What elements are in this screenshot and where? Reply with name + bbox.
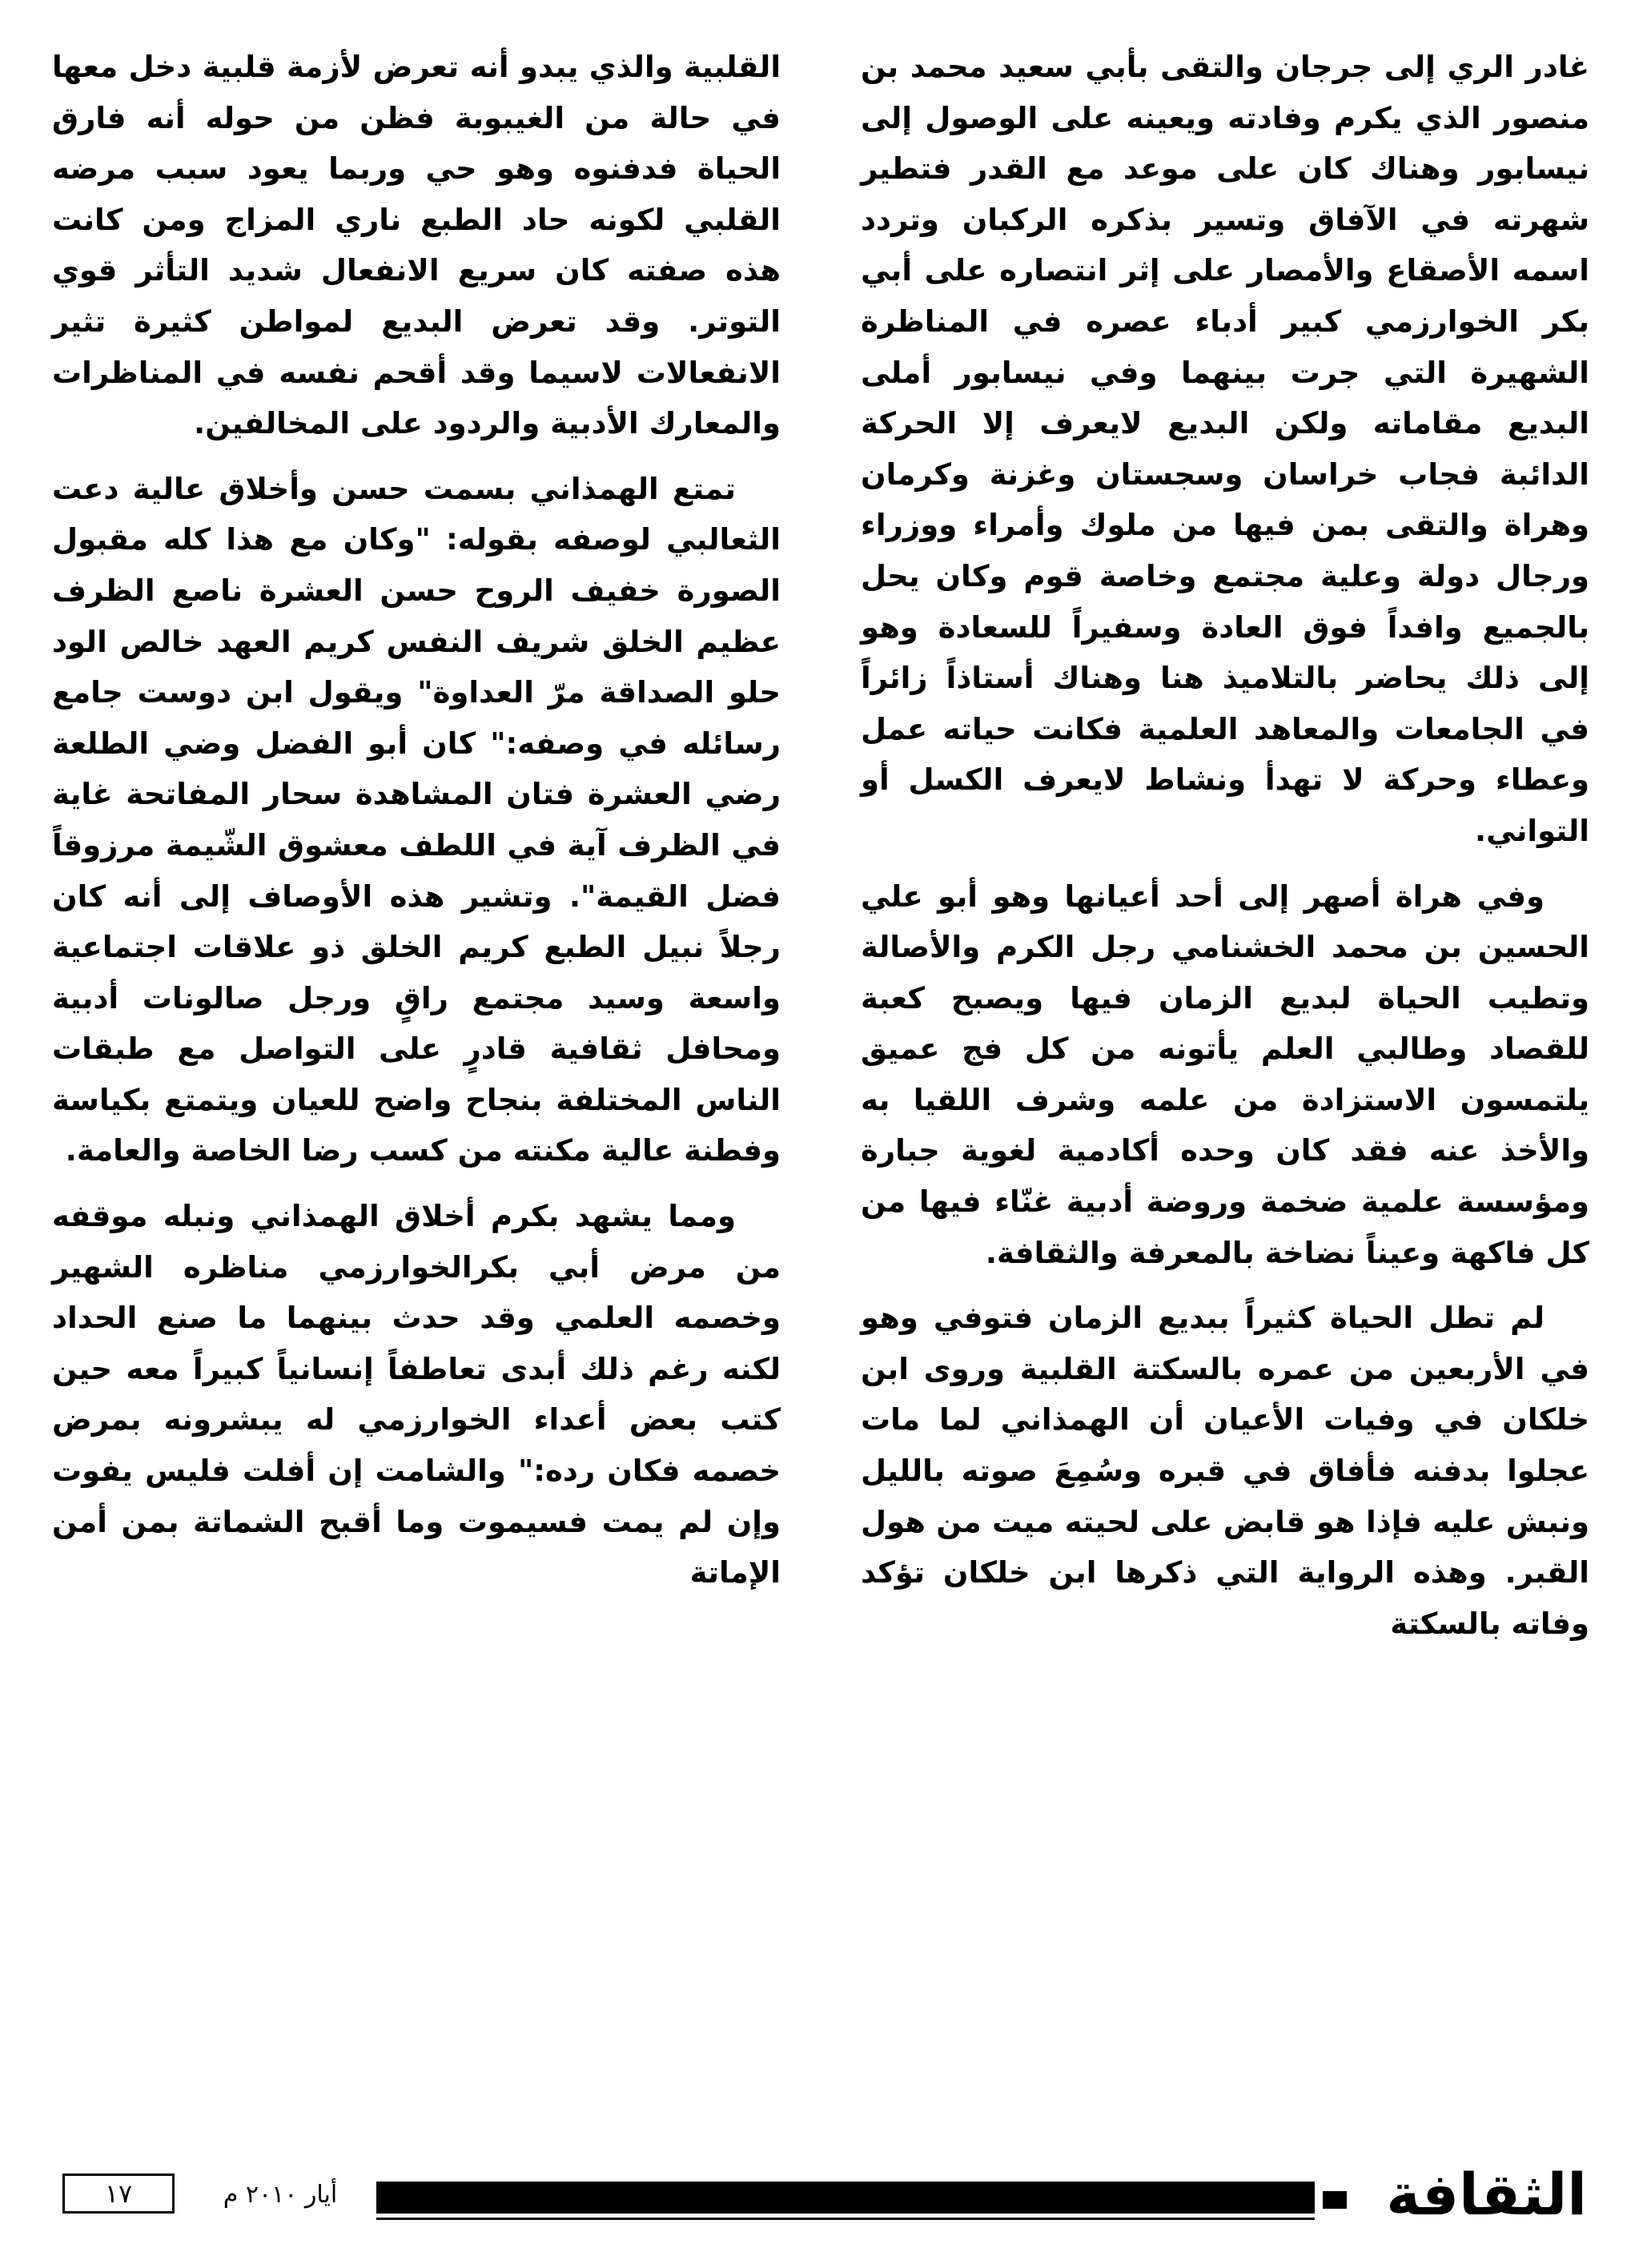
right-text-column — [861, 42, 1589, 2124]
paragraph: القلبية والذي يبدو أنه تعرض لأزمة قلبية دخل معها في حالة من الغيبوبة فظن من حوله أنه فارق الحياة فدفنوه وهو حي وربما يعود سبب مرضه القلبي لكونه حاد الطبع ناري المزاج ومن كانت هذه صفته كان سريع الانفعال شديد التأثر قوي التوتر. وقد تعرض البديع لمواطن كثيرة تثير الانفعالات لاسيما وقد أقحم نفسه في المناظرات والمعارك الأدبية والردود على المخالفين. — [52, 50, 781, 441]
left-text-column — [52, 42, 781, 2124]
paragraph: وفي هراة أصهر إلى أحد أعيانها وهو أبو علي الحسين بن محمد الخشنامي رجل الكرم والأصالة وتطيب الحياة لبديع الزمان فيها ويصبح كعبة للقصاد وطالبي العلم يأتونه من كل فج عميق يلتمسون الاستزادة من علمه وشرف اللقيا به والأخذ عنه فقد كان وحده أكادمية لغوية جبارة ومؤسسة علمية ضخمة وروضة أدبية غنّاء فيها من كل فاكهة وعيناً نضاخة بالمعرفة والثقافة. — [861, 879, 1589, 1270]
paragraph: غادر الري إلى جرجان والتقى بأبي سعيد محمد بن منصور الذي يكرم وفادته ويعينه على الوصول إلى نيسابور وهناك كان على موعد مع القدر فتطير شهرته في الآفاق وتسير بذكره الركبان وتردد اسمه الأصقاع والأمصار على إثر انتصاره على أبي بكر الخوارزمي كبير أدباء عصره في المناظرة الشهيرة التي جرت بينهما وفي نيسابور أملى البديع مقاماته ولكن البديع لايعرف إلا الحركة الدائبة فجاب خراسان وسجستان وغزنة وكرمان وهراة والتقى بمن فيها من ملوك وأمراء ووزراء ورجال دولة وعلية مجتمع وخاصة قوم وكان يحل بالجميع وافداً فوق العادة وسفيراً للسعادة وهو إلى ذلك يحاضر بالتلاميذ هنا وهناك أستاذاً زائراً في الجامعات والمعاهد العلمية فكانت حياته عمل وعطاء وحركة لا تهدأ ونشاط لايعرف الكسل أو التواني. — [861, 50, 1589, 848]
paragraph: لم تطل الحياة كثيراً ببديع الزمان فتوفي وهو في الأربعين من عمره بالسكتة القلبية وروى ابن خلكان في وفيات الأعيان أن الهمذاني لما مات عجلوا بدفنه فأفاق في قبره وسُمِعَ صوته بالليل ونبش عليه فإذا هو قابض على لحيته ميت من هول القبر. وهذه الرواية التي ذكرها ابن خلكان تؤكد وفاته بالسكتة — [861, 1301, 1589, 1641]
logo-bar — [1323, 2191, 1347, 2209]
issue-date: أيار ٢٠١٠ م — [223, 2181, 338, 2209]
page-footer — [56, 2162, 1587, 2226]
paragraph: ومما يشهد بكرم أخلاق الهمذاني ونبله موقفه من مرض أبي بكرالخوارزمي مناظره الشهير وخصمه العلمي وقد حدث بينهما ما صنع الحداد لكنه رغم ذلك أبدى تعاطفاً إنسانياً كبيراً معه حين كتب بعض أعداء الخوارزمي له يبشرونه بمرض خصمه فكان رده:" والشامت إن أفلت فليس يفوت وإن لم يمت فسيموت وما أقبح الشماتة بمن أمن الإماتة — [52, 1199, 781, 1590]
page-number-box: ١٧ — [62, 2174, 175, 2214]
magazine-logo — [1323, 2162, 1587, 2226]
magazine-name: الثقافة — [1386, 2161, 1587, 2228]
footer-rule — [376, 2182, 1315, 2214]
paragraph: تمتع الهمذاني بسمت حسن وأخلاق عالية دعت الثعالبي لوصفه بقوله: "وكان مع هذا كله مقبول الصورة خفيف الروح حسن العشرة ناصع الظرف عظيم الخلق شريف النفس كريم العهد خالص الود حلو الصداقة مرّ العداوة" ويقول ابن دوست جامع رسائله في وصفه:" كان أبو الفضل وضي الطلعة رضي العشرة فتان المشاهدة سحار المفاتحة غاية في الظرف آية في اللطف معشوق الشّيمة مرزوقاً فضل القيمة". وتشير هذه الأوصاف إلى أنه كان رجلاً نبيل الطبع كريم الخلق ذو علاقات اجتماعية واسعة وسيد مجتمع راقٍ ورجل صالونات أدبية ومحافل ثقافية قادرٍ على التواصل مع طبقات الناس المختلفة بنجاح واضح للعيان ويتمتع بكياسة وفطنة عالية مكنته من كسب رضا الخاصة والعامة. — [52, 471, 781, 1168]
